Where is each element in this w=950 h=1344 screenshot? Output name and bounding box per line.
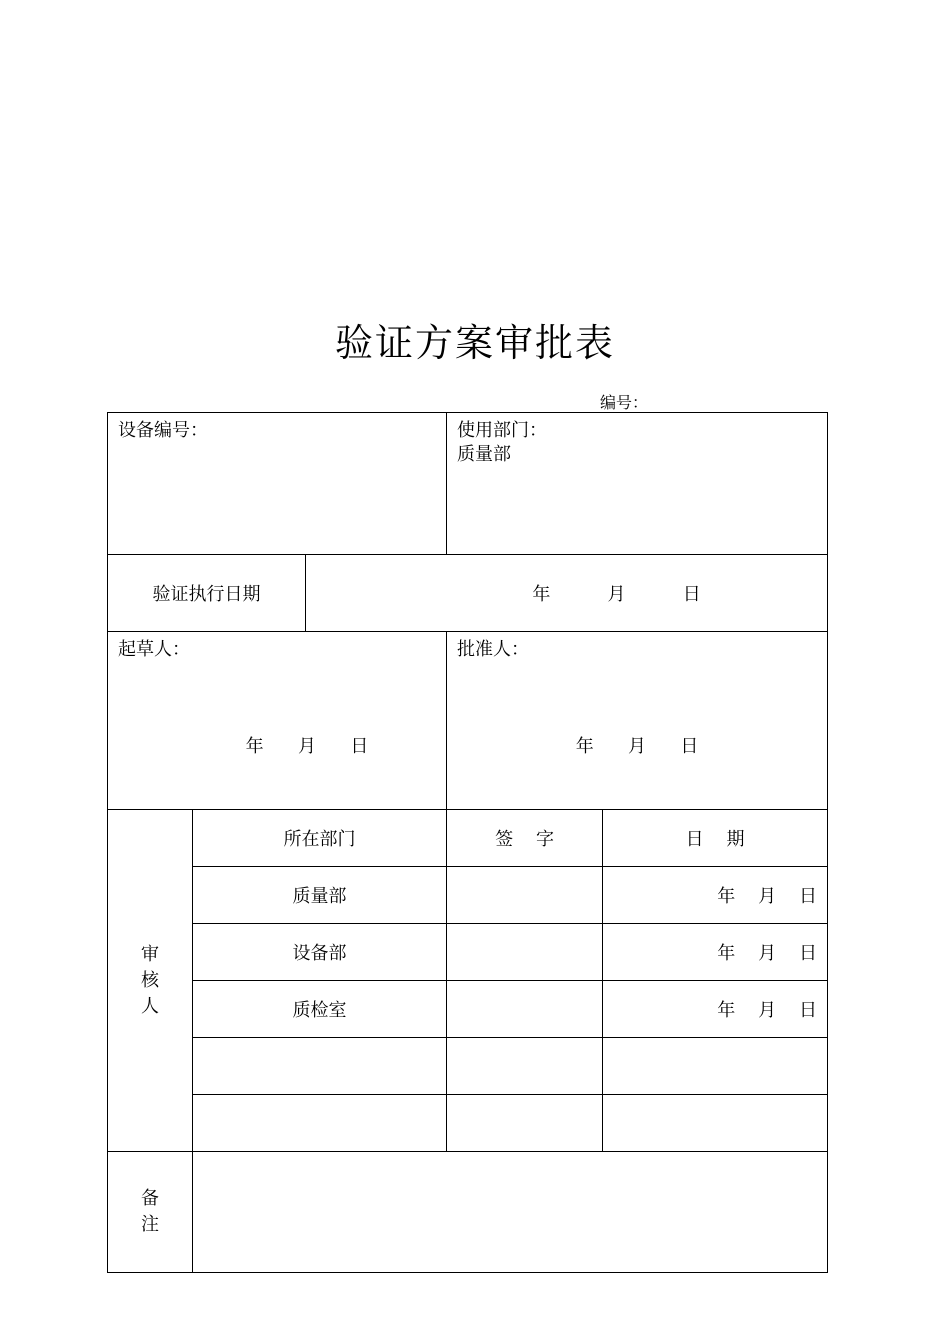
equipment-no-cell[interactable] xyxy=(108,413,447,555)
review-sign[interactable] xyxy=(447,1095,603,1152)
user-dept-label: 使用部门： xyxy=(457,420,548,441)
remarks-label: 备 注 xyxy=(108,1152,193,1273)
header-sign: 签 字 xyxy=(447,810,603,867)
review-date[interactable] xyxy=(603,1038,828,1095)
table-row xyxy=(108,1095,828,1152)
approver-date: 年 月 日 xyxy=(575,736,699,757)
review-dept: 设备部 xyxy=(193,924,447,981)
review-sign[interactable] xyxy=(447,981,603,1038)
header-date: 日 期 xyxy=(603,810,828,867)
review-dept[interactable] xyxy=(193,1038,447,1095)
page-title: 验证方案审批表 xyxy=(334,321,615,365)
user-dept-value: 质量部 xyxy=(457,444,512,465)
exec-date-value[interactable]: 年 月 日 xyxy=(306,555,828,632)
review-dept[interactable] xyxy=(193,1095,447,1152)
table-row xyxy=(108,1038,828,1095)
approval-form xyxy=(107,412,828,1273)
review-dept: 质量部 xyxy=(193,867,447,924)
equipment-no-label: 设备编号： xyxy=(118,420,208,441)
reviewer-label: 审 核 人 xyxy=(108,810,193,1152)
review-sign[interactable] xyxy=(447,924,603,981)
review-date[interactable]: 年 月 日 xyxy=(603,981,828,1038)
review-date[interactable] xyxy=(603,1095,828,1152)
approver-label: 批准人： xyxy=(457,639,530,660)
review-dept: 质检室 xyxy=(193,981,447,1038)
review-date[interactable]: 年 月 日 xyxy=(603,924,828,981)
drafter-date: 年 月 日 xyxy=(245,736,369,757)
review-sign[interactable] xyxy=(447,1038,603,1095)
review-sign[interactable] xyxy=(447,867,603,924)
header-dept: 所在部门 xyxy=(193,810,447,867)
doc-number-label: 编号： xyxy=(600,393,649,412)
remarks-field[interactable] xyxy=(193,1152,828,1273)
drafter-label: 起草人： xyxy=(118,639,190,660)
table-row xyxy=(108,924,828,981)
exec-date-label: 验证执行日期 xyxy=(108,555,306,632)
user-dept-cell[interactable] xyxy=(447,413,828,555)
review-date[interactable]: 年 月 日 xyxy=(603,867,828,924)
approver-cell[interactable] xyxy=(447,632,828,810)
drafter-cell[interactable] xyxy=(108,632,447,810)
table-row xyxy=(108,867,828,924)
table-row xyxy=(108,981,828,1038)
